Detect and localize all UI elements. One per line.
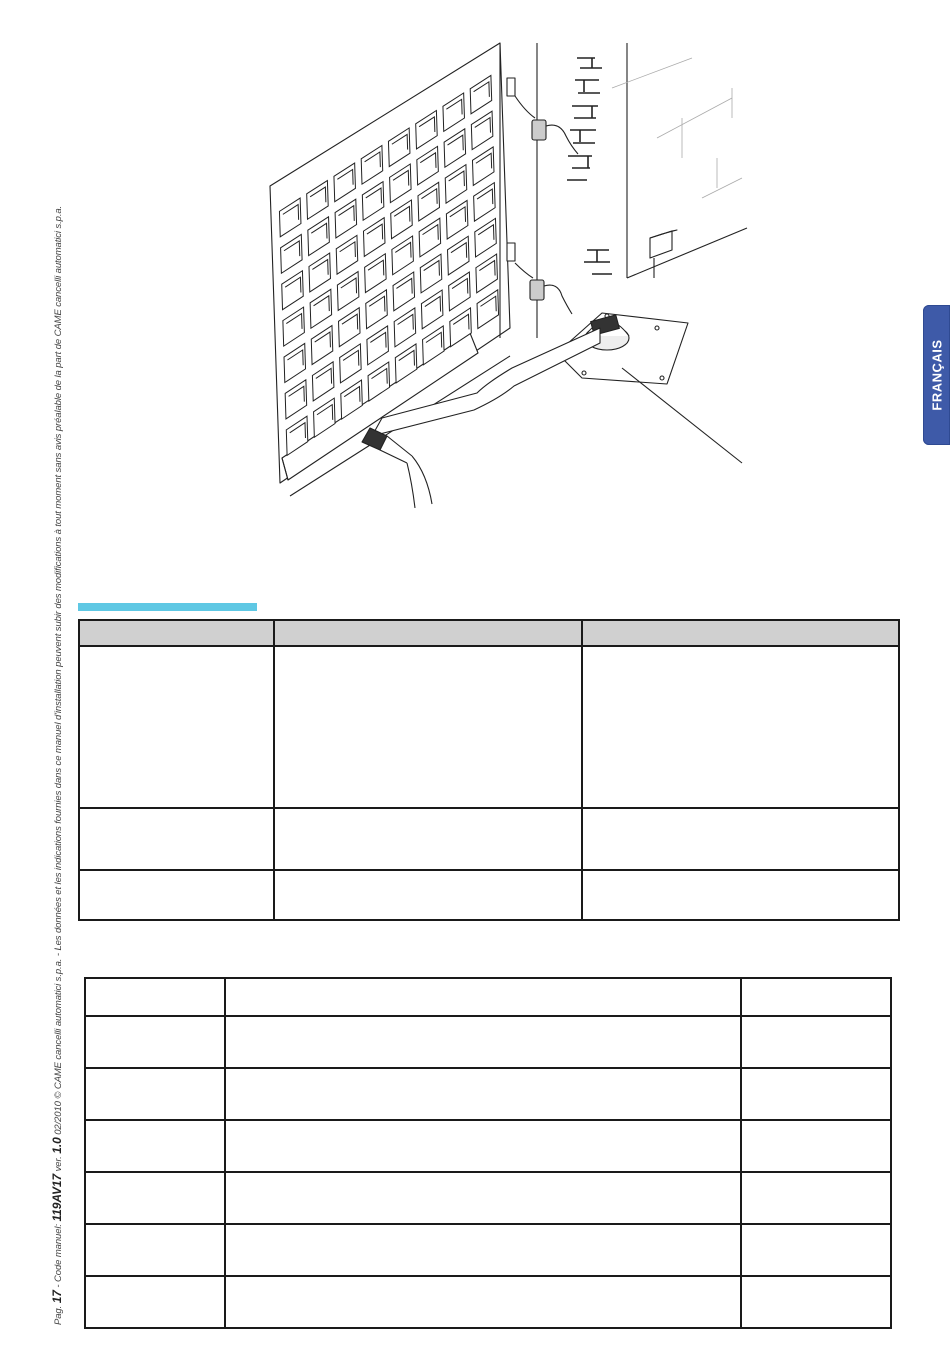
table-cell bbox=[741, 1224, 891, 1276]
table-cell bbox=[741, 1016, 891, 1068]
table-cell bbox=[274, 870, 582, 920]
upper-hinge bbox=[507, 78, 515, 96]
language-tab-label: FRANÇAIS bbox=[929, 339, 944, 411]
table-cell bbox=[741, 1068, 891, 1120]
table-cell bbox=[741, 1120, 891, 1172]
table-cell bbox=[85, 1016, 225, 1068]
table-cell bbox=[225, 1276, 741, 1328]
table-cell bbox=[85, 1120, 225, 1172]
table-cell bbox=[225, 978, 741, 1016]
maintenance-log-table bbox=[84, 977, 892, 1329]
table-cell bbox=[225, 1224, 741, 1276]
table-header-cell bbox=[79, 620, 274, 646]
table-cell bbox=[225, 1016, 741, 1068]
table-cell bbox=[85, 1224, 225, 1276]
table-cell bbox=[79, 870, 274, 920]
language-tab[interactable] bbox=[923, 305, 950, 445]
grease-brush bbox=[362, 428, 432, 508]
table-cell bbox=[225, 1068, 741, 1120]
page-footer bbox=[50, 195, 64, 1325]
lower-hinge bbox=[507, 243, 515, 261]
table-cell bbox=[274, 808, 582, 870]
oil-can-upper bbox=[515, 96, 578, 154]
section-accent-bar bbox=[78, 603, 257, 611]
table-cell bbox=[85, 1068, 225, 1120]
brick-wall bbox=[567, 58, 612, 274]
table-cell bbox=[225, 1120, 741, 1172]
code-prefix: - Code manuel: bbox=[53, 1224, 64, 1288]
table-cell bbox=[79, 808, 274, 870]
manual-version: 1.0 bbox=[50, 1137, 64, 1154]
table-cell bbox=[85, 978, 225, 1016]
page-prefix: Pag. bbox=[53, 1305, 64, 1325]
table-cell bbox=[79, 646, 274, 808]
table-cell bbox=[741, 978, 891, 1016]
maintenance-illustration bbox=[262, 38, 752, 508]
page-number: 17 bbox=[50, 1290, 64, 1304]
table-cell bbox=[582, 646, 899, 808]
manual-code: 119AV17 bbox=[50, 1173, 64, 1222]
control-box bbox=[650, 230, 677, 258]
table-cell bbox=[582, 808, 899, 870]
oil-can-lower bbox=[515, 263, 572, 314]
table-cell bbox=[225, 1172, 741, 1224]
table-header-cell bbox=[274, 620, 582, 646]
maintenance-table bbox=[78, 619, 900, 921]
table-cell bbox=[274, 646, 582, 808]
table-cell bbox=[741, 1172, 891, 1224]
table-cell bbox=[85, 1172, 225, 1224]
version-prefix: ver. bbox=[53, 1156, 64, 1172]
copyright-notice: 02/2010 © CAME cancelli automatici s.p.a. - Les données et les indications fournies dans ce manuel d'installation peuvent subir des modifications à tout moment sans avis préalable de la part de CAME cancelli automatici s.p.a. bbox=[53, 205, 64, 1135]
table-header-cell bbox=[582, 620, 899, 646]
table-cell bbox=[741, 1276, 891, 1328]
table-cell bbox=[85, 1276, 225, 1328]
table-cell bbox=[582, 870, 899, 920]
